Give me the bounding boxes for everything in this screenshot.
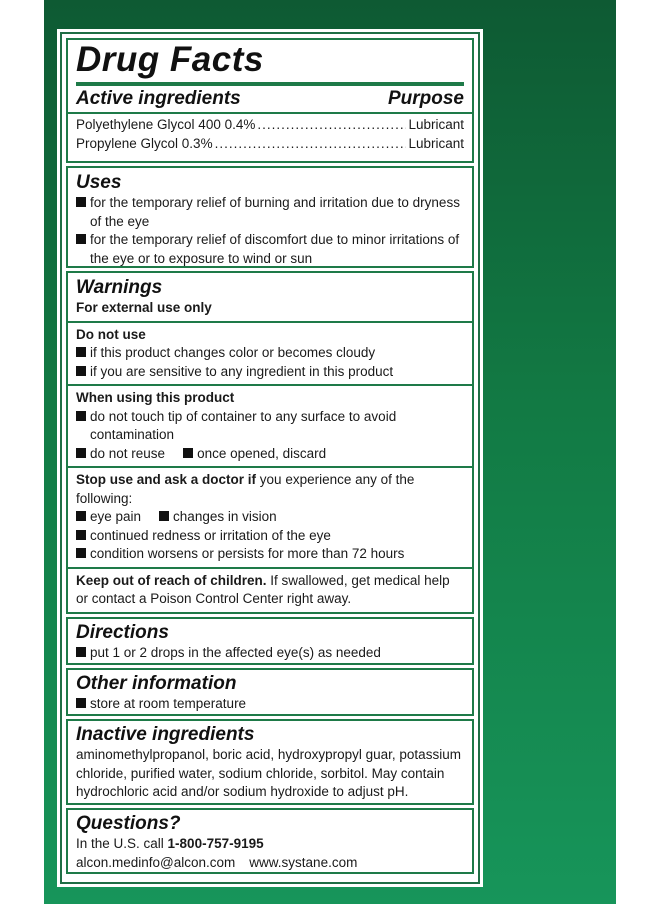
ingredient-purpose: Lubricant [408,117,464,132]
uses-item [76,194,464,213]
bullet-icon [76,234,86,244]
warning-item [76,527,464,546]
phone-line [76,835,464,854]
active-ingredients-box [66,38,474,163]
bullet-icon [76,548,86,558]
contact-line [76,854,464,873]
directions-box [66,617,474,665]
ingredient-purpose: Lubricant [408,135,464,151]
warning-text: if you are sensitive to any ingredient in this product [90,363,394,379]
uses-item-continued: the eye or to exposure to wind or sun [90,250,313,266]
active-ingredient-row [76,135,464,154]
warning-text: do not touch tip of container to any surface to avoid [90,408,397,424]
inactive-text: chloride, purified water, sodium chloride, sorbitol. May contain [76,765,445,781]
keep-out-line: If swallowed, get medical help [266,572,450,588]
uses-text: for the temporary relief of discomfort due to minor irritations of [90,232,460,247]
bullet-icon [76,647,86,657]
questions-heading: Questions? [76,813,181,834]
warning-text: if this product changes color or becomes cloudy [90,345,376,360]
bullet-icon [76,411,86,421]
warning-text: once opened, discard [197,445,327,461]
keep-out-heading: Keep out of reach of children. [76,572,267,588]
warning-text: do not reuse [90,445,166,461]
title-rule [76,82,464,86]
other-info-heading: Other information [76,673,237,694]
active-ingredient-row [76,116,464,135]
inactive-ingredients-box [66,719,474,805]
leader-dots [215,135,407,154]
bullet-icon [76,197,86,207]
phone-number[interactable]: 1-800-757-9195 [167,836,264,851]
stop-use-heading: Stop use and ask a doctor if [76,472,257,487]
warnings-rule [68,384,472,386]
bullet-icon [76,698,86,708]
active-ingredients-heading: Active ingredients [76,88,241,109]
drug-facts-inner [66,38,474,878]
keep-out-text [76,572,464,591]
bullet-icon [159,511,169,521]
email-link[interactable]: alcon.medinfo@alcon.com [76,854,236,870]
other-info-text: store at room temperature [90,696,247,711]
directions-text: put 1 or 2 drops in the affected eye(s) as needed [90,645,381,660]
ingredient-name: Polyethylene Glycol 400 0.4% [76,117,256,132]
call-prefix: In the U.S. call [76,836,168,851]
uses-item-continued: of the eye [90,213,150,229]
inactive-text: hydrochloric acid and/or sodium hydroxide to adjust pH. [76,784,409,799]
bullet-icon [76,530,86,540]
other-info-box [66,668,474,716]
warning-item [76,508,464,527]
warning-item [76,545,464,564]
warning-item [76,408,464,427]
bullet-icon [76,347,86,357]
warnings-rule [68,567,472,569]
directions-heading: Directions [76,622,169,643]
do-not-use-heading: Do not use [76,326,146,342]
bullet-icon [76,448,86,458]
stop-use-text [76,471,464,490]
bullet-icon [76,366,86,376]
drug-facts-title: Drug Facts [76,40,264,79]
bullet-icon [183,448,193,458]
when-using-heading: When using this product [76,390,235,405]
other-info-item [76,695,464,714]
active-rule [68,112,472,114]
ingredient-name: Propylene Glycol 0.3% [76,135,213,151]
leader-dots [257,116,406,135]
active-header-row [76,88,464,110]
directions-item [76,644,464,663]
inactive-text: aminomethylpropanol, boric acid, hydroxypropyl guar, potassium [76,747,461,762]
drug-facts-panel [60,32,480,884]
purpose-heading: Purpose [387,88,464,109]
stop-use-line: you experience any of the [256,472,415,487]
warning-text: condition worsens or persists for more than 72 hours [90,546,405,561]
warning-item-continued: contamination [90,427,175,442]
website-link[interactable]: www.systane.com [249,854,358,870]
uses-heading: Uses [76,172,122,193]
warnings-heading: Warnings [76,277,163,298]
warning-text: eye pain [90,509,142,524]
external-use-text: For external use only [76,300,212,315]
inactive-ingredients-heading: Inactive ingredients [76,724,255,745]
uses-box [66,166,474,268]
warnings-rule [68,321,472,323]
questions-box [66,808,474,874]
warning-text: changes in vision [173,509,277,524]
warning-item [76,344,464,363]
warning-text: continued redness or irritation of the eye [90,527,331,543]
warnings-box [66,271,474,614]
keep-out-line: or contact a Poison Control Center right away. [76,591,352,606]
warning-item [76,363,464,382]
uses-text: for the temporary relief of burning and irritation due to dryness [90,195,460,210]
warnings-rule [68,466,472,468]
bullet-icon [76,511,86,521]
stop-use-line: following: [76,490,133,506]
warning-item [76,445,464,464]
uses-item [76,231,464,250]
